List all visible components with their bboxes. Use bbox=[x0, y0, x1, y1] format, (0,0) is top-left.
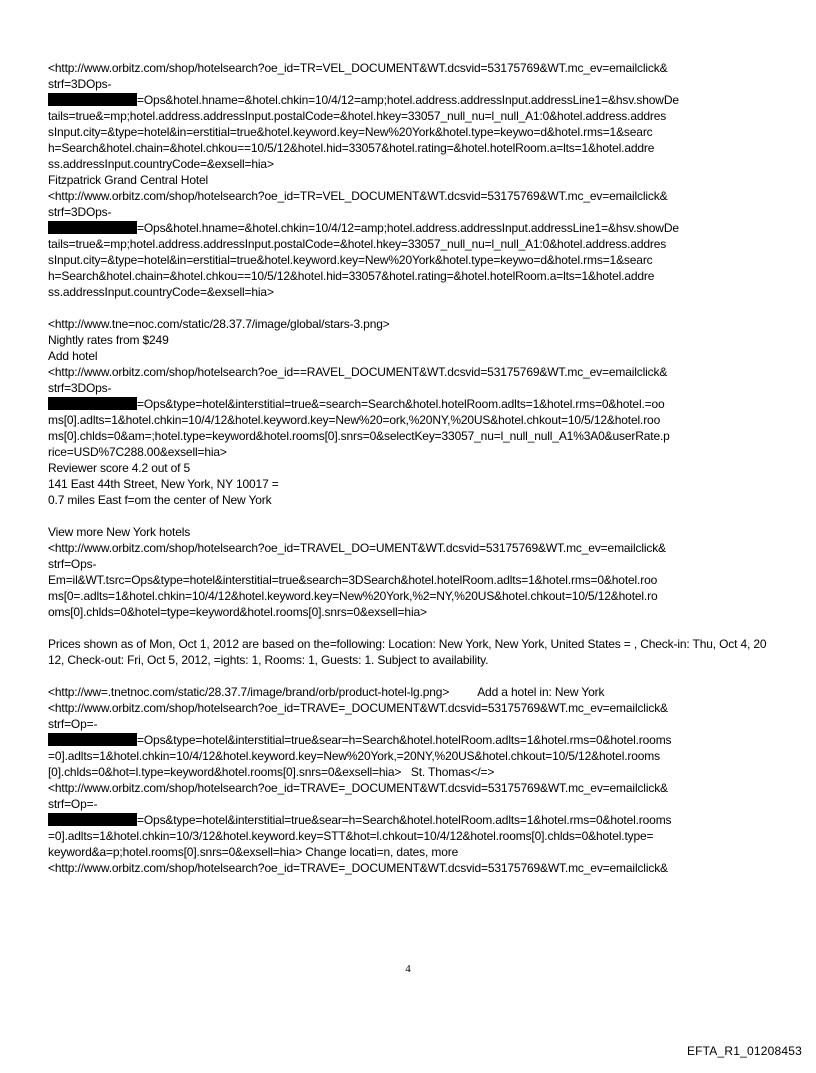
email-body-text bbox=[48, 60, 770, 876]
url-line: <http://www.orbitz.com/shop/hotelsearch?oe_id=TRAVE=_DOCUMENT&WT.dcsvid=53175769&WT.mc_ev=emailclick& bbox=[48, 781, 668, 795]
reviewer-score: Reviewer score 4.2 out of 5 bbox=[48, 461, 191, 475]
url-line: strf=3DOps- bbox=[48, 77, 112, 91]
url-line: =Ops&type=hotel&interstitial=true&sear=h=Search&hotel.hotelRoom.adlts=1&hotel.rms=0&hotel.rooms bbox=[48, 732, 770, 748]
url-line: ms[0].adlts=1&hotel.chkin=10/4/12&hotel.keyword.key=New%20=ork,%20NY,%20US&hotel.chkout=10/5/12&hotel.roo bbox=[48, 413, 661, 427]
add-hotel-in-label: Add a hotel in: New York bbox=[477, 685, 605, 699]
redaction-bar bbox=[48, 813, 137, 826]
url-line: ms[0=.adlts=1&hotel.chkin=10/4/12&hotel.keyword.key=New%20York,%2=NY,%20US&hotel.chkout=10/5/12&hotel.ro bbox=[48, 589, 658, 603]
url-line: <http://www.orbitz.com/shop/hotelsearch?oe_id=TR=VEL_DOCUMENT&WT.dcsvid=53175769&WT.mc_ev=emailclick& bbox=[48, 61, 668, 75]
url-line: =Ops&hotel.hname=&hotel.chkin=10/4/12=amp;hotel.address.addressInput.addressLine1=&hsv.showDe bbox=[48, 220, 770, 236]
url-line: <http://www.orbitz.com/shop/hotelsearch?oe_id=TRAVEL_DO=UMENT&WT.dcsvid=53175769&WT.mc_ev=emailclick& bbox=[48, 541, 666, 555]
hotel-name: Fitzpatrick Grand Central Hotel bbox=[48, 173, 209, 187]
url-line: Em=il&WT.tsrc=Ops&type=hotel&interstitial=true&search=3DSearch&hotel.hotelRoom.adlts=1&hotel.rms=0&hotel.roo bbox=[48, 573, 658, 587]
blank-line bbox=[48, 508, 770, 524]
blank-line bbox=[48, 668, 770, 684]
image-url-line: <http://www.tne=noc.com/static/28.37.7/image/global/stars-3.png> bbox=[48, 317, 390, 331]
url-line: strf=Op=- bbox=[48, 717, 98, 731]
url-line: <http://www.orbitz.com/shop/hotelsearch?oe_id=TRAVE=_DOCUMENT&WT.dcsvid=53175769&WT.mc_ev=emailclick& bbox=[48, 861, 668, 875]
add-hotel-label: Add hotel bbox=[48, 349, 98, 363]
url-line: =Ops&hotel.hname=&hotel.chkin=10/4/12=amp;hotel.address.addressInput.addressLine1=&hsv.showDe bbox=[48, 92, 770, 108]
redaction-bar bbox=[48, 221, 137, 234]
url-line: sInput.city=&type=hotel&in=erstitial=true&hotel.keyword.key=New%20York&hotel.type=keywo=d&hotel.rms=1&searc bbox=[48, 253, 653, 267]
url-line: ms[0].chlds=0&am=;hotel.type=keyword&hotel.rooms[0].snrs=0&selectKey=33057_nu=l_null_null_A1%3A0&userRate.p bbox=[48, 429, 670, 443]
view-more-label: View more New York hotels bbox=[48, 525, 191, 539]
blank-line bbox=[48, 300, 770, 316]
redaction-bar bbox=[48, 733, 137, 746]
pricing-disclaimer: Prices shown as of Mon, Oct 1, 2012 are based on the=following: Location: New York, New York, United States = , Check-in: Thu, Oct 4, 2012, Check-out: Fri, Oct 5, 2012, =ights: 1, Rooms: 1, Guests: 1. Subject to availability. bbox=[48, 637, 767, 667]
url-line: tails=true&=mp;hotel.address.addressInput.postalCode=&hotel.hkey=33057_null_nu=l_null_A1:0&hotel.address.addres bbox=[48, 109, 667, 123]
url-line: [0].chlds=0&hot=l.type=keyword&hotel.rooms[0].snrs=0&exsell=hia> St. Thomas</=> bbox=[48, 765, 495, 779]
url-line: =0].adlts=1&hotel.chkin=10/3/12&hotel.keyword.key=STT&hot=l.chkout=10/4/12&hotel.rooms[0].chlds=0&hotel.type= bbox=[48, 829, 654, 843]
url-line: tails=true&=mp;hotel.address.addressInput.postalCode=&hotel.hkey=33057_null_nu=l_null_A1:0&hotel.address.addres bbox=[48, 237, 667, 251]
url-line: <http://www.orbitz.com/shop/hotelsearch?oe_id==RAVEL_DOCUMENT&WT.dcsvid=53175769&WT.mc_ev=emailclick& bbox=[48, 365, 668, 379]
url-line: keyword&a=p;hotel.rooms[0].snrs=0&exsell=hia> Change locati=n, dates, more bbox=[48, 845, 459, 859]
url-line: rice=USD%7C288.00&exsell=hia> bbox=[48, 445, 227, 459]
url-line: sInput.city=&type=hotel&in=erstitial=true&hotel.keyword.key=New%20York&hotel.type=keywo=d&hotel.rms=1&searc bbox=[48, 125, 653, 139]
st-thomas-label: St. Thomas</=> bbox=[410, 765, 495, 779]
url-line: strf=3DOps- bbox=[48, 381, 112, 395]
url-line: =Ops&type=hotel&interstitial=true&sear=h=Search&hotel.hotelRoom.adlts=1&hotel.rms=0&hotel.rooms bbox=[48, 812, 770, 828]
url-line: strf=3DOps- bbox=[48, 205, 112, 219]
page-number: 4 bbox=[405, 963, 411, 975]
url-line: =Ops&type=hotel&interstitial=true&=search=Search&hotel.hotelRoom.adlts=1&hotel.rms=0&hotel.=oo bbox=[48, 396, 770, 412]
url-line: ss.addressInput.countryCode=&exsell=hia> bbox=[48, 285, 274, 299]
url-line: strf=Op=- bbox=[48, 797, 98, 811]
url-line: <http://www.orbitz.com/shop/hotelsearch?oe_id=TRAVE=_DOCUMENT&WT.dcsvid=53175769&WT.mc_ev=emailclick& bbox=[48, 701, 668, 715]
nightly-rate: Nightly rates from $249 bbox=[48, 333, 169, 347]
url-line: strf=Ops- bbox=[48, 557, 97, 571]
redaction-bar bbox=[48, 93, 137, 106]
hotel-address: 141 East 44th Street, New York, NY 10017 = bbox=[48, 477, 279, 491]
hotel-distance: 0.7 miles East f=om the center of New York bbox=[48, 493, 272, 507]
document-id: EFTA_R1_01208453 bbox=[686, 1044, 802, 1058]
redaction-bar bbox=[48, 397, 137, 410]
image-url-line: <http://ww=.tnetnoc.com/static/28.37.7/image/brand/orb/product-hotel-lg.png> Add a hotel in: New York bbox=[48, 685, 605, 699]
url-line: =0].adlts=1&hotel.chkin=10/4/12&hotel.keyword.key=New%20York,=20NY,%20US&hotel.chkout=10/5/12&hotel.rooms bbox=[48, 749, 660, 763]
url-line: ss.addressInput.countryCode=&exsell=hia> bbox=[48, 157, 274, 171]
url-line: h=Search&hotel.chain=&hotel.chkou==10/5/12&hotel.hid=33057&hotel.rating=&hotel.hotelRoom.a=lts=1&hotel.addre bbox=[48, 269, 655, 283]
url-line: h=Search&hotel.chain=&hotel.chkou==10/5/12&hotel.hid=33057&hotel.rating=&hotel.hotelRoom.a=lts=1&hotel.addre bbox=[48, 141, 655, 155]
url-line: oms[0].chlds=0&hotel=type=keyword&hotel.rooms[0].snrs=0&exsell=hia> bbox=[48, 605, 427, 619]
url-line: <http://www.orbitz.com/shop/hotelsearch?oe_id=TR=VEL_DOCUMENT&WT.dcsvid=53175769&WT.mc_ev=emailclick& bbox=[48, 189, 668, 203]
blank-line bbox=[48, 620, 770, 636]
